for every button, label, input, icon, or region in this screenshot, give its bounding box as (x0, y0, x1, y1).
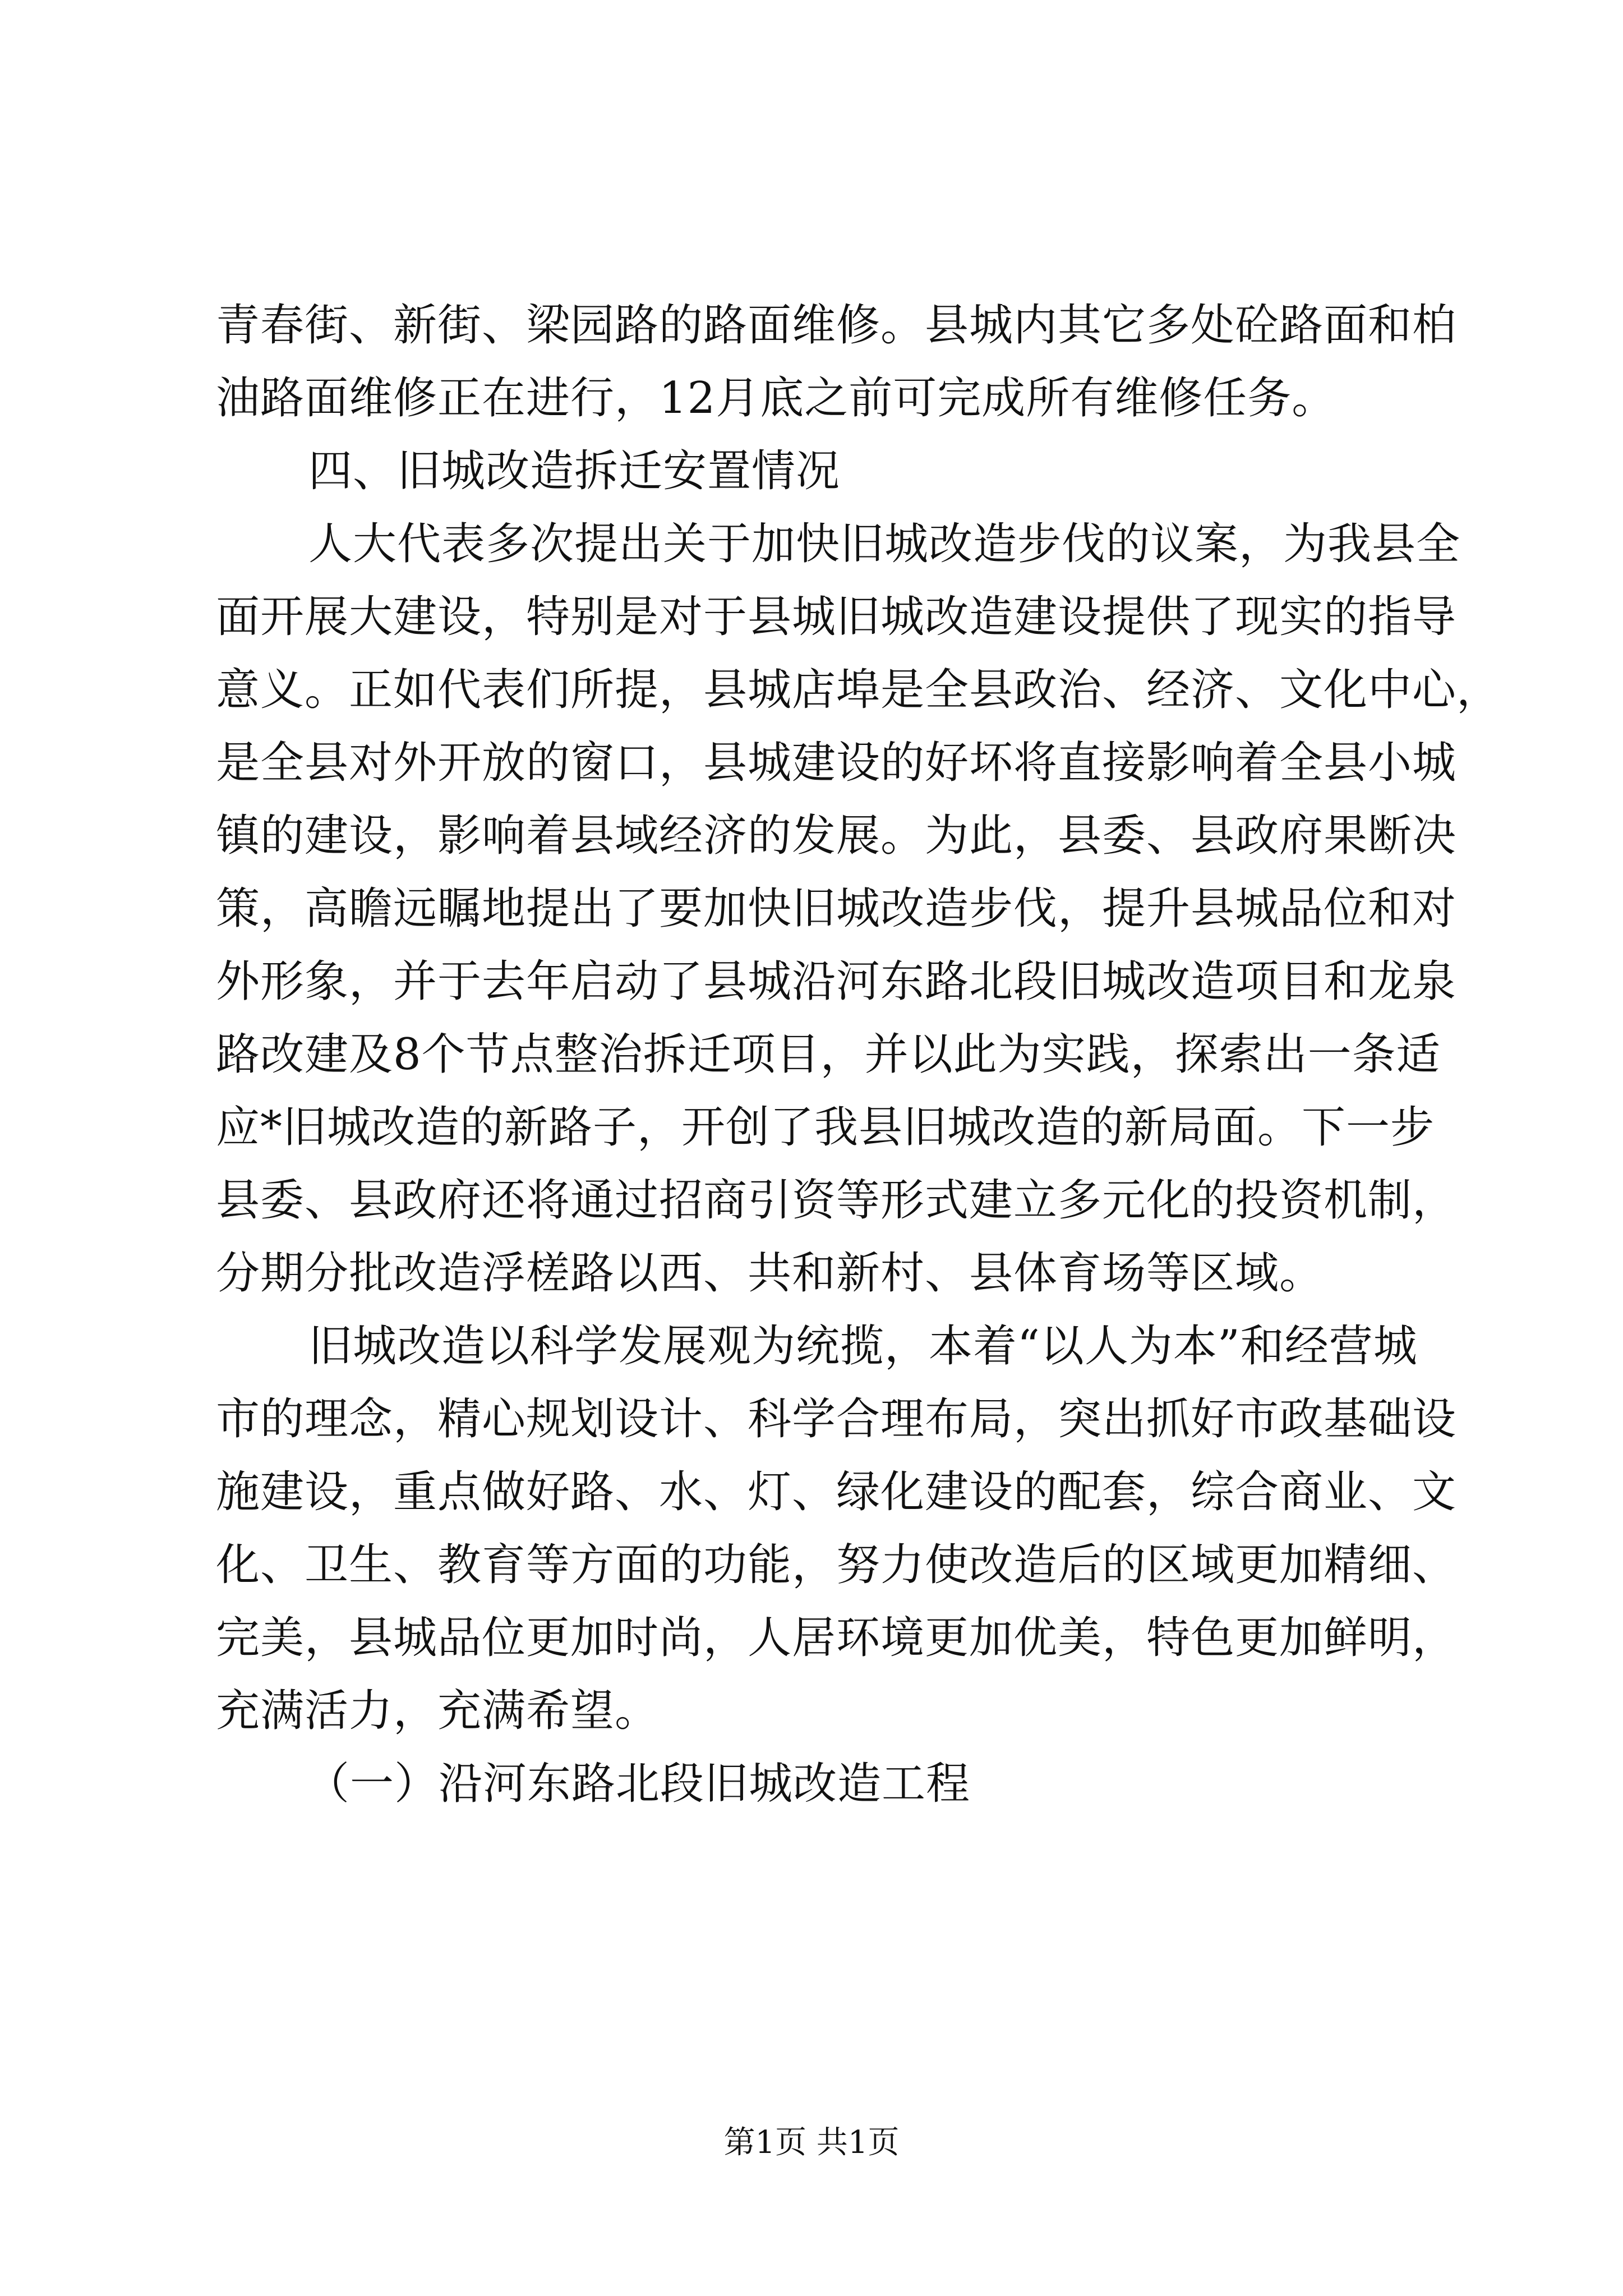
text-line: 是全县对外开放的窗口，县城建设的好坏将直接影响着全县小城 (216, 738, 1457, 788)
page-footer: 第1页 共1页 (723, 2124, 900, 2161)
text-line: 面开展大建设，特别是对于县城旧城改造建设提供了现实的指导 (216, 592, 1457, 642)
text-line: 分期分批改造浮槎路以西、共和新村、县体育场等区域。 (216, 1248, 1324, 1299)
text-line: 油路面维修正在进行，12月底之前可完成所有维修任务。 (216, 373, 1336, 424)
text-line: 县委、县政府还将通过招商引资等形式建立多元化的投资机制， (216, 1175, 1457, 1226)
text-line: 镇的建设，影响着县域经济的发展。为此，县委、县政府果断决 (216, 811, 1457, 861)
text-line: 外形象，并于去年启动了县城沿河东路北段旧城改造项目和龙泉 (216, 956, 1457, 1007)
text-line: 路改建及8个节点整治拆迁项目，并以此为实践，探索出一条适 (216, 1029, 1441, 1080)
subsection-heading: （一）沿河东路北段旧城改造工程 (306, 1759, 971, 1809)
text-line: 充满活力，充满希望。 (216, 1686, 660, 1736)
text-line: 策，高瞻远瞩地提出了要加快旧城改造步伐，提升县城品位和对 (216, 884, 1457, 934)
text-line: 意义。正如代表们所提，县城店埠是全县政治、经济、文化中心， (216, 665, 1501, 715)
text-line: 市的理念，精心规划设计、科学合理布局，突出抓好市政基础设 (216, 1394, 1457, 1444)
text-line: 人大代表多次提出关于加快旧城改造步伐的议案，为我县全 (308, 519, 1461, 569)
text-line: 化、卫生、教育等方面的功能，努力使改造后的区域更加精细、 (216, 1540, 1457, 1590)
text-line: 应*旧城改造的新路子，开创了我县旧城改造的新局面。下一步 (216, 1102, 1435, 1153)
text-line: 完美，县城品位更加时尚，人居环境更加优美，特色更加鲜明， (216, 1613, 1457, 1663)
section-heading: 四、旧城改造拆迁安置情况 (308, 446, 841, 496)
text-line: 旧城改造以科学发展观为统揽，本着“以人为本”和经营城 (308, 1321, 1418, 1372)
text-line: 施建设，重点做好路、水、灯、绿化建设的配套，综合商业、文 (216, 1467, 1457, 1517)
text-line: 青春街、新街、梁园路的路面维修。县城内其它多处砼路面和柏 (216, 300, 1457, 351)
